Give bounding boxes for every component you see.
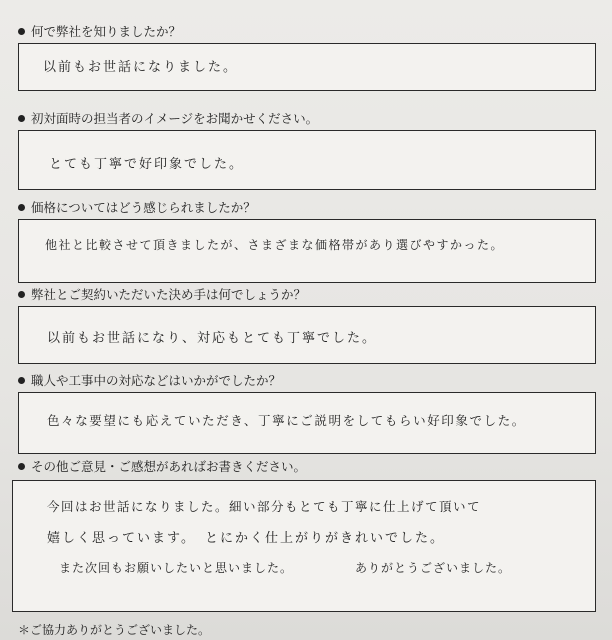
answer-6-line-2: 嬉しく思っています。: [47, 531, 196, 546]
answer-box-1: [18, 43, 596, 91]
answer-3-text: 他社と比較させて頂きましたが、さまざまな価格帯があり選びやすかった。: [45, 238, 505, 252]
answer-6-line-1: 今回はお世話になりました。細い部分もとても丁寧に仕上げて頂いて: [47, 499, 482, 514]
answer-6-line-4: また次回もお願いしたいと思いました。: [59, 561, 294, 575]
question-2: [18, 111, 318, 127]
answer-box-3: [18, 219, 596, 283]
question-3-label: 価格についてはどう感じられましたか？: [31, 200, 256, 215]
question-4-label: 弊社とご契約いただいた決め手は何でしょうか？: [31, 287, 307, 302]
answer-4-text: 以前もお世話になり、対応もとても丁寧でした。: [47, 331, 378, 346]
question-2-label: 初対面時の担当者のイメージをお聞かせください。: [31, 111, 319, 126]
question-6: [18, 459, 306, 475]
question-3: [18, 200, 256, 216]
answer-box-2: [18, 130, 596, 190]
bullet-icon: [18, 28, 25, 35]
question-1: [18, 24, 181, 40]
answer-box-4: [18, 306, 596, 364]
answer-1-text: 以前もお世話になりました。: [43, 60, 239, 75]
answer-box-5: [18, 392, 596, 454]
answer-5-text: 色々な要望にも応えていただき、丁寧にご説明をしてもらい好印象でした。: [47, 413, 526, 428]
answer-6-line-3: とにかく仕上がりがきれいでした。: [205, 531, 446, 546]
question-1-label: 何で弊社を知りましたか？: [31, 24, 182, 39]
answer-6-line-5: ありがとうございました。: [355, 561, 512, 575]
bullet-icon: [18, 463, 25, 470]
footer-thanks: ＊ご協力ありがとうございました。: [18, 623, 211, 637]
question-4: [18, 287, 306, 303]
question-5-label: 職人や工事中の対応などはいかがでしたか？: [31, 373, 282, 388]
bullet-icon: [18, 377, 25, 384]
question-6-label: その他ご意見・ご感想があればお書きください。: [31, 459, 307, 474]
bullet-icon: [18, 291, 25, 298]
answer-box-6: [12, 480, 596, 612]
bullet-icon: [18, 204, 25, 211]
answer-2-text: とても丁寧で好印象でした。: [49, 157, 245, 172]
question-5: [18, 373, 281, 389]
bullet-icon: [18, 115, 25, 122]
